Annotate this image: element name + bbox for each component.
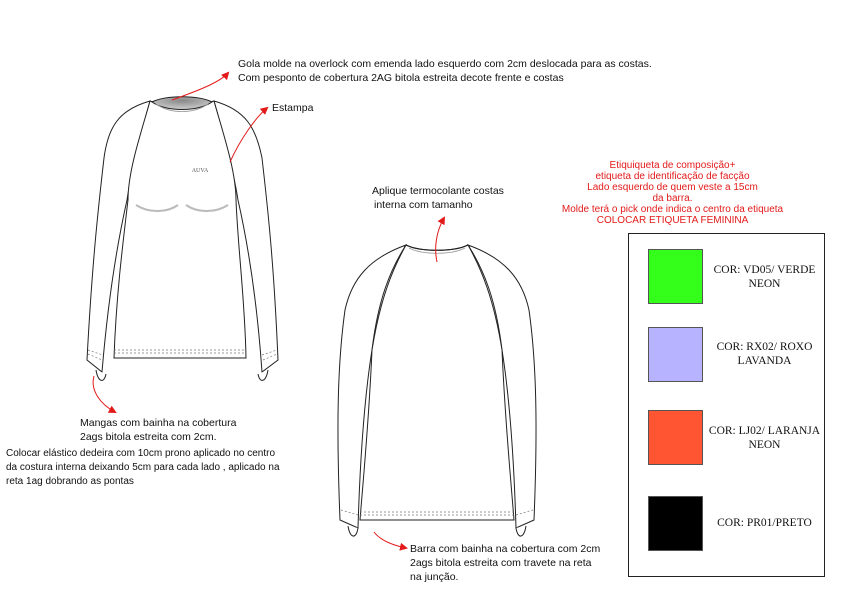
label-note-line: etiqueta de identificação de facção bbox=[595, 171, 750, 182]
swatch-label-lavender: COR: RX02/ ROXO LAVANDA bbox=[716, 341, 813, 367]
elastic-note-line1: Colocar elástico dedeira com 10cm prono aplicado no centro bbox=[6, 448, 276, 459]
label-note-line: Lado esquerdo de quem veste a 15cm bbox=[587, 182, 758, 193]
sleeves-note-line2: 2ags bitola estreita com 2cm. bbox=[80, 431, 217, 443]
collar-note-line2: Com pesponto de cobertura 2AG bitola estreita decote frente e costas bbox=[238, 72, 564, 84]
hem-note-line1: Barra com bainha na cobertura com 2cm bbox=[410, 543, 601, 555]
back-shirt bbox=[338, 245, 536, 536]
hem-note-line3: na junção. bbox=[410, 571, 459, 583]
swatch-label-orange-neon: COR: LJ02/ LARANJA NEON bbox=[708, 425, 821, 451]
elastic-note-line2: da costura interna deixando 5cm para cada lado , aplicado na bbox=[6, 462, 280, 473]
print-note: Estampa bbox=[272, 102, 314, 114]
swatch-label-black: COR: PR01/PRETO bbox=[717, 517, 812, 529]
collar-arrow bbox=[172, 73, 228, 100]
back-applique-note-line2: interna com tamanho bbox=[374, 199, 473, 211]
back-applique-note-line1: Aplique termocolante costas bbox=[372, 185, 504, 197]
collar-note-line1: Gola molde na overlock com emenda lado esquerdo com 2cm deslocada para as costas. bbox=[238, 58, 652, 70]
label-note-line: Etiquiqueta de composição+ bbox=[609, 160, 736, 171]
swatch-label-green-neon: COR: VD05/ VERDE NEON bbox=[713, 264, 816, 290]
swatch-green-neon bbox=[648, 249, 703, 304]
label-note-line: COLOCAR ETIQUETA FEMININA bbox=[596, 215, 749, 226]
hem-arrow bbox=[374, 532, 406, 548]
label-note-line: da barra. bbox=[652, 193, 693, 204]
logo-mark: AUVA bbox=[191, 168, 209, 174]
swatch-orange-neon bbox=[648, 410, 703, 465]
swatch-lavender bbox=[648, 327, 703, 382]
sleeve-arrow bbox=[93, 376, 115, 412]
label-note-line: Molde terá o pick onde indica o centro da etiqueta bbox=[561, 204, 784, 215]
front-shirt bbox=[87, 97, 278, 381]
sleeves-note-line1: Mangas com bainha na cobertura bbox=[80, 417, 237, 429]
hem-note-line2: 2ags bitola estreita com travete na reta bbox=[410, 557, 592, 569]
swatch-black bbox=[648, 496, 703, 551]
elastic-note-line3: reta 1ag dobrando as pontas bbox=[6, 476, 134, 487]
label-placement-note bbox=[530, 160, 815, 226]
color-chart bbox=[628, 233, 825, 577]
